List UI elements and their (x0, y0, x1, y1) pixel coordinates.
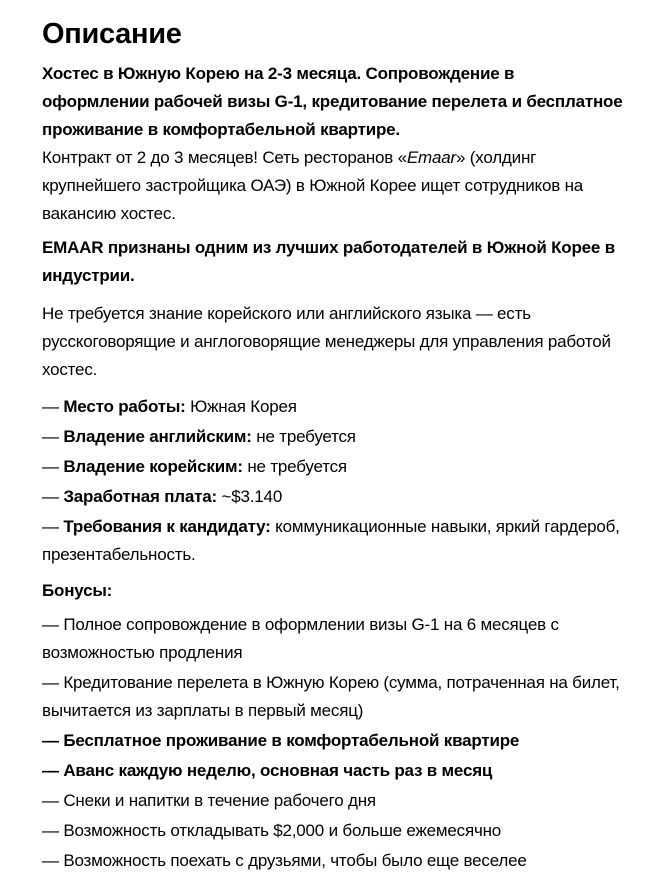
bonus-text: Возможность поехать с друзьями, чтобы было еще веселее (63, 851, 527, 870)
intro-paragraph: Хостес в Южную Корею на 2-3 месяца. Сопровождение в оформлении рабочей визы G-1, кредитование перелета и бесплатное проживание в комфортабельной квартире. (42, 64, 623, 139)
bonus-item-housing (42, 727, 625, 755)
bonus-item-friends (42, 847, 625, 875)
dash-marker: — (42, 397, 59, 416)
page-title: Описание (42, 18, 182, 50)
detail-item-korean (42, 453, 625, 481)
bonus-item-snacks (42, 787, 625, 815)
bonus-text: Бесплатное проживание в комфортабельной квартире (63, 731, 520, 750)
language-paragraph: Не требуется знание корейского или английского языка — есть русскоговорящие и англоговорящие менеджеры для управления работой хостес. (42, 304, 611, 379)
bonus-text: Снеки и напитки в течение рабочего дня (63, 791, 376, 810)
detail-value: не требуется (256, 427, 356, 446)
detail-value: Южная Корея (190, 397, 297, 416)
dash-marker: — (42, 427, 59, 446)
dash-marker: — (42, 761, 59, 780)
bonus-item-savings (42, 817, 625, 845)
detail-value: коммуникационные навыки, яркий гардероб, презентабельность. (42, 517, 620, 564)
dash-marker: — (42, 487, 59, 506)
job-details-list (42, 393, 625, 569)
dash-marker: — (42, 731, 59, 750)
dash-marker: — (42, 791, 59, 810)
dash-marker: — (42, 517, 59, 536)
bonus-text: Полное сопровождение в оформлении визы G-1 на 6 месяцев с возможностью продления (42, 615, 559, 662)
dash-marker: — (42, 821, 59, 840)
dash-marker: — (42, 673, 59, 692)
detail-item-salary (42, 483, 625, 511)
detail-item-location (42, 393, 625, 421)
bonus-item-visa (42, 611, 625, 667)
detail-value: ~$3.140 (221, 487, 283, 506)
dash-marker: — (42, 615, 59, 634)
detail-label: Заработная плата: (63, 487, 218, 506)
bonuses-list (42, 611, 625, 875)
bonuses-title: Бонусы: (42, 581, 113, 600)
brand-name: Emaar (406, 148, 456, 167)
dash-marker: — (42, 457, 59, 476)
bonus-item-flight (42, 669, 625, 725)
bonus-text: Возможность откладывать $2,000 и больше ежемесячно (63, 821, 502, 840)
detail-item-english (42, 423, 625, 451)
contract-text-after: » (холдинг крупнейшего застройщика ОАЭ) в Южной Корее ищет сотрудников на вакансию хостес. (42, 148, 584, 223)
contract-paragraph (42, 144, 625, 228)
detail-value: не требуется (247, 457, 347, 476)
recognition-paragraph: EMAAR признаны одним из лучших работодателей в Южной Корее в индустрии. (42, 238, 615, 285)
detail-label: Владение корейским: (63, 457, 243, 476)
contract-text-before: Контракт от 2 до 3 месяцев! Сеть ресторанов « (42, 148, 407, 167)
bonus-item-advance (42, 757, 625, 785)
bonus-text: Кредитование перелета в Южную Корею (сумма, потраченная на билет, вычитается из зарплаты в первый месяц) (42, 673, 620, 720)
detail-label: Владение английским: (63, 427, 252, 446)
detail-label: Требования к кандидату: (63, 517, 271, 536)
detail-item-requirements (42, 513, 625, 569)
dash-marker: — (42, 851, 59, 870)
bonus-text: Аванс каждую неделю, основная часть раз в месяц (63, 761, 493, 780)
detail-label: Место работы: (63, 397, 186, 416)
